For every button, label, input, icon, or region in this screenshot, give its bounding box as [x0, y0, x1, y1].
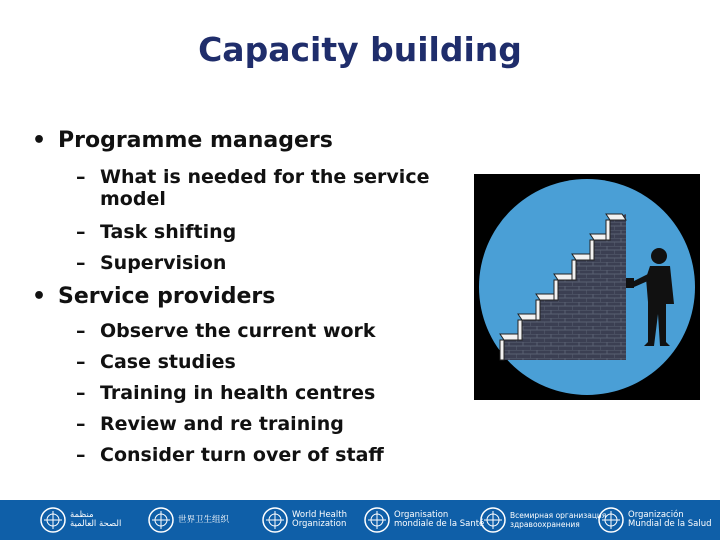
logo-line-1: Organización: [628, 510, 684, 520]
dash-glyph: –: [76, 252, 86, 274]
bullet-service-providers: [32, 284, 275, 309]
dash-glyph: –: [76, 382, 86, 404]
footer-logo-arabic: [40, 504, 121, 536]
slide-title: Capacity building: [198, 30, 522, 69]
subitem: [76, 252, 226, 274]
subitem: [76, 166, 429, 188]
subitem: [76, 320, 376, 342]
footer-logo-chinese: [148, 504, 229, 536]
who-emblem-icon: [480, 507, 506, 533]
logo-line-2: Mundial de la Salud: [628, 519, 712, 529]
logo-line-2: здравоохранения: [510, 520, 580, 529]
footer-logo-french: [364, 504, 484, 536]
subitem-text: Supervision: [100, 252, 227, 274]
logo-line-1: Всемирная организация: [510, 511, 607, 520]
logo-line-2: الصحة العالمية: [70, 519, 122, 529]
subitem: [76, 221, 236, 243]
who-emblem-icon: [598, 507, 624, 533]
subitem: [76, 444, 384, 466]
footer-bar: [0, 500, 720, 540]
logo-line-1: World Health: [292, 510, 347, 520]
subitem: [76, 382, 375, 404]
dash-glyph: –: [76, 166, 86, 188]
who-emblem-icon: [262, 507, 288, 533]
subitem-text: What is needed for the service: [100, 166, 430, 188]
subitem-text: model: [100, 188, 166, 210]
who-emblem-icon: [40, 507, 66, 533]
staircase-builder-icon: [474, 174, 700, 400]
bullet-glyph: •: [32, 284, 47, 309]
who-emblem-icon: [148, 507, 174, 533]
subitem-continuation: [76, 188, 166, 210]
bullet-programme-managers: [32, 128, 333, 153]
subitem-text: Case studies: [100, 351, 236, 373]
bullet-label: Service providers: [58, 284, 276, 309]
subitem-text: Review and re training: [100, 413, 344, 435]
subitem: [76, 413, 344, 435]
subitem-text: Consider turn over of staff: [100, 444, 384, 466]
dash-glyph: –: [76, 320, 86, 342]
footer-logo-spanish: [598, 504, 712, 536]
footer-logo-russian: [480, 504, 606, 536]
bullet-glyph: •: [32, 128, 47, 153]
logo-line-1: 世界卫生组织: [178, 514, 230, 525]
logo-line-1: Organisation: [394, 510, 449, 520]
who-emblem-icon: [364, 507, 390, 533]
dash-glyph: –: [76, 444, 86, 466]
logo-line-2: Organization: [292, 519, 347, 529]
logo-line-1: منظمة: [70, 510, 94, 520]
dash-glyph: –: [76, 351, 86, 373]
subitem-text: Task shifting: [100, 221, 237, 243]
dash-glyph: –: [76, 221, 86, 243]
subitem-text: Observe the current work: [100, 320, 376, 342]
footer-logo-english: [262, 504, 347, 536]
dash-glyph: –: [76, 413, 86, 435]
subitem-text: Training in health centres: [100, 382, 376, 404]
subitem: [76, 351, 236, 373]
bullet-label: Programme managers: [58, 128, 333, 153]
logo-line-2: mondiale de la Santé: [394, 519, 485, 529]
